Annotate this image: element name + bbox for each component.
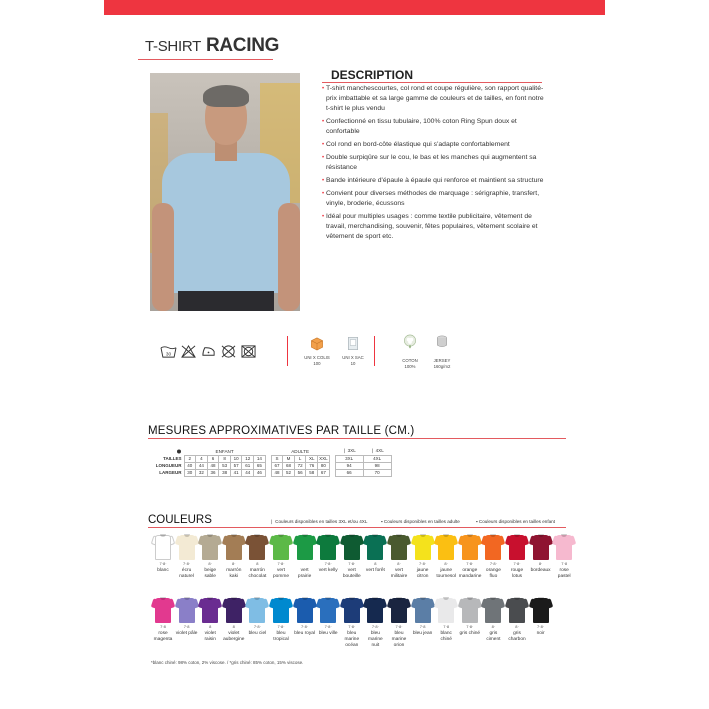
color-swatch[interactable] (459, 596, 481, 637)
color-swatch[interactable] (482, 533, 504, 580)
no-dry-clean-icon (220, 344, 237, 359)
color-name: gris ciment (486, 631, 501, 642)
color-name: blanc chiné (440, 631, 452, 642)
color-name: marrón kaki (226, 568, 242, 579)
size-availability-mark: 7·8· (324, 624, 332, 629)
tshirt-icon (530, 533, 552, 560)
size-cell: 70 (363, 469, 391, 476)
size-availability-mark: 7·8· (395, 624, 403, 629)
size-cell: 80 (318, 462, 330, 469)
color-name: gris charbon (508, 631, 526, 642)
box-icon (309, 336, 325, 351)
color-name: noir (536, 631, 545, 636)
color-swatch[interactable] (294, 596, 316, 637)
composition-footnote: *blanc chiné: 98% coton, 2% viscose. / *gris chiné: 85% coton, 15% viscose. (151, 660, 304, 665)
legend-3xl-4xl: ❘ Couleurs disponibles en tailles 3XL et/ou 4XL (270, 519, 368, 524)
color-name: violet pâle (175, 631, 198, 636)
size-cell: 44 (196, 462, 208, 469)
color-swatch[interactable] (459, 533, 481, 580)
tshirt-icon (364, 596, 386, 623)
size-row (151, 455, 391, 462)
size-availability-mark: 7·8· (277, 561, 285, 566)
color-name: rose magenta (153, 631, 173, 642)
size-cell: 6 (207, 455, 219, 462)
size-availability-mark: 8 (232, 624, 235, 629)
size-cell: 4XL (363, 455, 391, 462)
color-name: jaune tournesol (436, 568, 457, 579)
size-availability-mark: 7·8 (443, 624, 450, 629)
description-item: • Confectionné en tissu tubulaire, 100% coton Ring Spun doux et confortable (322, 118, 517, 135)
cotton-icon (402, 334, 418, 349)
size-cell: 36 (207, 469, 219, 476)
color-name: jaune citron (416, 568, 429, 579)
size-cell: 48 (271, 469, 283, 476)
size-cell: TAILLES (163, 456, 182, 461)
group-4xl: ❘ 4XL (370, 448, 384, 454)
size-cell: 58 (306, 469, 318, 476)
tshirt-icon (435, 596, 457, 623)
color-name: bleu marine orion (391, 631, 407, 648)
size-cell: 76 (306, 462, 318, 469)
colors-underline (148, 527, 566, 528)
size-cell: LARGEUR (159, 470, 182, 475)
size-cell: 4 (196, 455, 208, 462)
title-product-name: RACING (205, 35, 280, 56)
tshirt-icon (341, 596, 363, 623)
tshirt-icon (152, 533, 174, 560)
tshirt-icon (223, 533, 245, 560)
color-name: orange fluo (485, 568, 501, 579)
size-availability-mark: 7·8· (253, 624, 261, 629)
color-name: gris chiné (459, 631, 481, 636)
wash-30-icon (160, 344, 177, 359)
size-cell: 14 (254, 455, 266, 462)
color-swatch[interactable] (482, 596, 504, 643)
bullet-icon: • (322, 119, 325, 125)
color-swatch[interactable] (152, 533, 174, 574)
color-name: vert militaire (390, 568, 408, 579)
fabric-icon (434, 334, 450, 349)
description-item: • Double surpiqûre sur le cou, le bas et les manches qui augmentent sa résistance (322, 154, 537, 171)
size-availability-mark: 8 (374, 561, 377, 566)
size-availability-mark: 7·8· (348, 561, 356, 566)
product-photo (150, 73, 300, 311)
size-availability-mark: 7·8· (537, 624, 545, 629)
color-swatch[interactable] (341, 533, 363, 580)
color-swatch[interactable] (553, 533, 575, 580)
size-availability-mark: 7·8· (324, 561, 332, 566)
tshirt-icon (294, 596, 316, 623)
tshirt-icon (364, 533, 386, 560)
child-icon (176, 449, 182, 454)
tshirt-icon (435, 533, 457, 560)
color-name: bleu tropical (273, 631, 289, 642)
size-cell: 67 (318, 469, 330, 476)
tshirt-icon (176, 596, 198, 623)
color-swatch[interactable] (246, 596, 268, 637)
size-cell: 52 (283, 469, 295, 476)
color-swatch[interactable] (412, 596, 434, 637)
color-swatch[interactable] (176, 533, 198, 580)
size-cell: 48 (207, 462, 219, 469)
svg-text:30: 30 (165, 351, 172, 357)
size-cell: 44 (242, 469, 254, 476)
description-item: • Bande intérieure d'épaule à épaule qui renforce et maintient sa structure (322, 177, 544, 184)
size-cell: 53 (219, 462, 231, 469)
size-cell: 30 (184, 469, 196, 476)
size-cell: 32 (196, 469, 208, 476)
size-cell: LONGUEUR (155, 463, 182, 468)
size-availability-mark: 8· (397, 561, 401, 566)
legend-adulte: ▪ Couleurs disponibles en tailles adulte (381, 519, 460, 524)
size-cell: 2 (184, 455, 196, 462)
color-name: bleu marine nuit (368, 631, 383, 648)
group-enfant: ENFANT (215, 448, 234, 454)
size-row (151, 462, 391, 469)
title-prefix: T-SHIRT (145, 38, 201, 55)
color-name: vert pomme (273, 568, 289, 579)
box-caption: UNI X COLIS 100 (304, 355, 330, 366)
tshirt-icon (223, 596, 245, 623)
description-item: • T-shirt manchescourtes, col rond et coupe régulière, son rapport qualité-prix imbattable et sa large gamme de couleurs et de tailles, en font notre t-shirt le plus vendu (322, 85, 544, 112)
color-swatch[interactable] (199, 596, 221, 643)
size-cell: 41 (230, 469, 242, 476)
tshirt-icon (246, 596, 268, 623)
tshirt-icon (246, 533, 268, 560)
care-icons (160, 344, 257, 359)
size-availability-mark: 8· (538, 561, 543, 566)
color-swatch[interactable] (506, 596, 528, 643)
size-cell: XXL (319, 456, 328, 461)
color-swatch[interactable] (270, 533, 292, 580)
tshirt-icon (412, 533, 434, 560)
group-adulte: ADULTE (291, 448, 310, 454)
bullet-icon: • (322, 155, 325, 161)
bag-icon (345, 336, 361, 351)
size-cell: 8 (219, 455, 231, 462)
tshirt-icon (176, 533, 198, 560)
description-item: • Idéal pour multiples usages : comme textile publicitaire, vêtement de travail, merchandising, souvenir, fêtes populaires, vêtement scolaire et vêtement de sport etc. (322, 213, 538, 240)
bullet-icon: • (322, 191, 325, 197)
tshirt-icon (459, 596, 481, 623)
description-list (322, 84, 548, 245)
size-cell: 68 (283, 462, 295, 469)
size-cell: 46 (254, 469, 266, 476)
color-name: blanc (157, 568, 169, 573)
color-swatch[interactable] (388, 596, 410, 649)
size-availability-mark: 8· (444, 561, 448, 566)
size-availability-mark: 8 (256, 561, 259, 566)
size-cell: 12 (242, 455, 254, 462)
bullet-icon: • (322, 214, 325, 220)
color-name: vert prairie (297, 568, 312, 579)
size-availability-mark: 7·8· (301, 624, 309, 629)
color-name: bleu ville (318, 631, 338, 636)
color-swatch[interactable] (506, 533, 528, 580)
bullet-icon: • (322, 178, 325, 184)
color-swatch[interactable] (317, 533, 339, 574)
tshirt-icon (506, 533, 528, 560)
size-availability-mark: 7·8· (489, 561, 497, 566)
size-availability-mark: 7·8· (466, 624, 474, 629)
color-name: bleu marine océan (344, 631, 360, 648)
color-name: violet aubergine (223, 631, 245, 642)
size-cell: 10 (230, 455, 242, 462)
color-name: rouge lotus (510, 568, 524, 579)
tshirt-icon (482, 533, 504, 560)
size-cell: L (294, 455, 306, 462)
size-availability-mark: 8· (515, 624, 519, 629)
size-availability-mark: 7·8· (159, 561, 167, 566)
color-name: bleu jean (412, 631, 433, 636)
color-name: violet raisin (204, 631, 216, 642)
color-name: beige sable (204, 568, 217, 579)
tshirt-icon (199, 596, 221, 623)
tshirt-icon (317, 533, 339, 560)
top-accent-bar (104, 0, 605, 15)
colors-heading: COULEURS (148, 514, 212, 526)
size-availability-mark: 8· (232, 561, 236, 566)
size-availability-mark: 7·8· (419, 561, 427, 566)
size-cell: 3XL (335, 455, 363, 462)
tshirt-icon (506, 596, 528, 623)
tshirt-icon (270, 596, 292, 623)
care-separator-1 (287, 336, 288, 366)
tshirt-icon (388, 596, 410, 623)
color-swatch[interactable] (364, 533, 386, 574)
color-swatch[interactable] (530, 533, 552, 574)
size-availability-mark: 7·8· (277, 624, 285, 629)
description-underline (322, 82, 542, 83)
color-name: vert forêt (365, 568, 385, 573)
size-row (151, 469, 391, 476)
group-3xl: ❘ 3XL (342, 448, 356, 454)
sizes-underline (148, 438, 566, 439)
bullet-icon: • (322, 142, 325, 148)
tshirt-icon (317, 596, 339, 623)
color-name: vert bouteille (342, 568, 361, 579)
no-bleach-icon (180, 344, 197, 359)
color-name: bordeaux (530, 568, 551, 573)
tshirt-icon (294, 533, 316, 560)
color-swatch[interactable] (246, 533, 268, 580)
size-cell: XL (306, 455, 318, 462)
size-group-row (151, 448, 391, 455)
size-availability-mark: 7·8 (419, 624, 426, 629)
size-table (151, 448, 392, 477)
size-cell: 66 (335, 469, 363, 476)
size-availability-mark: 8· (208, 561, 212, 566)
size-availability-mark: 7·8 (160, 624, 166, 629)
color-swatch[interactable] (270, 596, 292, 643)
size-availability-mark: 7·8· (371, 624, 379, 629)
color-swatch[interactable] (388, 533, 410, 580)
iron-low-icon (200, 344, 217, 359)
tshirt-icon (152, 596, 174, 623)
tshirt-icon (388, 533, 410, 560)
size-cell: 98 (363, 462, 391, 469)
description-item: • Col rond en bord-côte élastique qui s'adapte confortablement (322, 141, 510, 148)
tshirt-icon (459, 533, 481, 560)
cotton-caption: COTON 100% (402, 358, 418, 369)
size-cell: S (271, 455, 283, 462)
color-name: rose pastel (557, 568, 571, 579)
sizes-heading: MESURES APPROXIMATIVES PAR TAILLE (CM.) (148, 425, 415, 437)
size-availability-mark: 7·8· (513, 561, 521, 566)
size-cell: 56 (294, 469, 306, 476)
color-swatch[interactable] (317, 596, 339, 637)
color-name: bleu ciel (248, 631, 267, 636)
color-name: écru naturel (179, 568, 194, 579)
legend-enfant: ▪ Couleurs disponibles en tailles enfant (476, 519, 556, 524)
tshirt-icon (341, 533, 363, 560)
size-cell: 65 (254, 462, 266, 469)
size-availability-mark: 7·8 (561, 561, 568, 566)
size-cell: 61 (242, 462, 254, 469)
fabric-caption: JERSEY 160g/m2 (433, 358, 451, 369)
size-availability-mark: 7·8 (183, 624, 190, 629)
size-availability-mark (294, 561, 316, 566)
color-swatch[interactable] (435, 533, 457, 580)
color-swatch[interactable] (435, 596, 457, 643)
color-swatch[interactable] (223, 596, 245, 643)
color-swatch[interactable] (364, 596, 386, 649)
tshirt-icon (270, 533, 292, 560)
color-swatch[interactable] (223, 533, 245, 580)
tshirt-icon (412, 596, 434, 623)
size-availability-mark: 7·8· (466, 561, 474, 566)
size-cell: 57 (230, 462, 242, 469)
color-swatch[interactable] (341, 596, 363, 649)
description-heading: DESCRIPTION (331, 68, 414, 82)
color-swatch[interactable] (412, 533, 434, 580)
color-swatch[interactable] (294, 533, 316, 580)
color-name: vert kelly (318, 568, 338, 573)
size-availability-mark: 8 (209, 624, 212, 629)
tshirt-icon (553, 533, 575, 560)
color-swatch[interactable] (199, 533, 221, 580)
color-swatch[interactable] (530, 596, 552, 637)
size-cell: 40 (184, 462, 196, 469)
size-availability-mark: 8· (491, 624, 496, 629)
size-cell: 38 (219, 469, 231, 476)
tshirt-icon (530, 596, 552, 623)
size-availability-mark: 7·8· (348, 624, 356, 629)
care-separator-2 (374, 336, 375, 366)
color-swatch[interactable] (152, 596, 174, 643)
size-cell: 94 (335, 462, 363, 469)
title-underline (138, 59, 273, 60)
color-name: orange mandarine (458, 568, 482, 579)
color-name: bleu royal (294, 631, 315, 636)
color-swatch[interactable] (176, 596, 198, 637)
product-title (145, 35, 279, 57)
tshirt-icon (482, 596, 504, 623)
bullet-icon: • (322, 86, 325, 92)
bag-caption: UNI X SAC 10 (342, 355, 364, 366)
size-cell: 67 (271, 462, 283, 469)
tshirt-icon (199, 533, 221, 560)
size-cell: 72 (294, 462, 306, 469)
color-name: marrón chocolat (248, 568, 267, 579)
size-cell: M (283, 455, 295, 462)
size-availability-mark: 7·8· (183, 561, 191, 566)
no-tumble-dry-icon (240, 344, 257, 359)
description-item: • Convient pour diverses méthodes de marquage : sérigraphie, transfert, vinyle, broderie, écussons (322, 190, 540, 207)
